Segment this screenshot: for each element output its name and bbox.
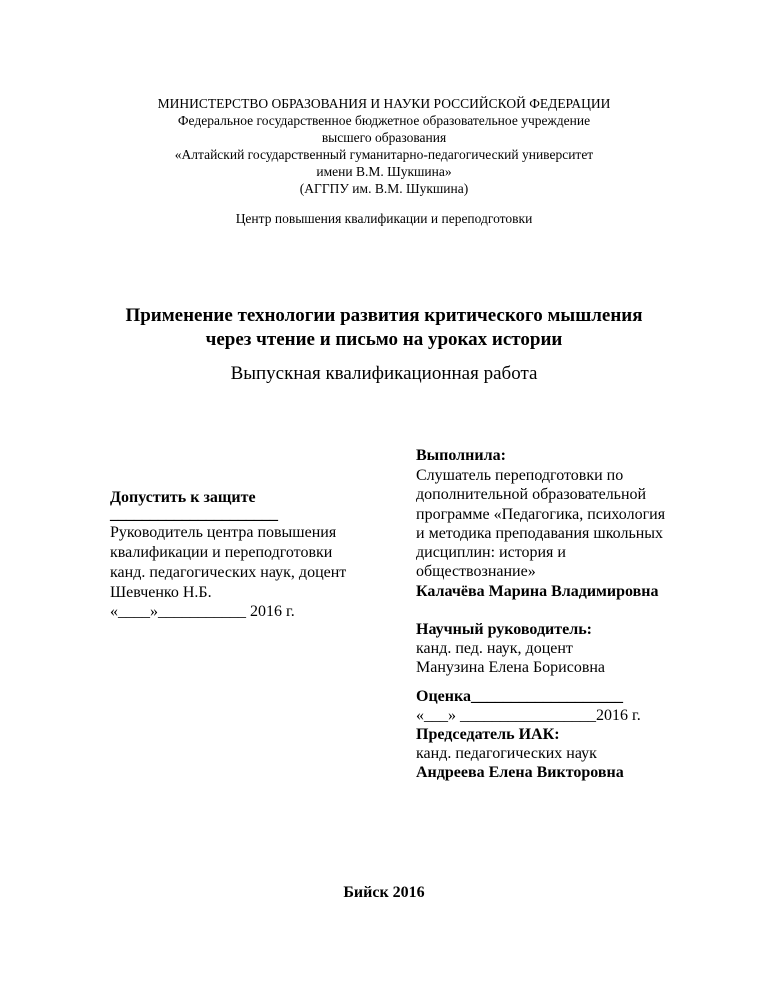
institution-line-1: Федеральное государственное бюджетное образовательное учреждение: [177, 113, 591, 128]
supervisor-degree: канд. пед. наук, доцент: [416, 640, 573, 657]
author-desc-line-4: и методика преподавания школьных: [416, 525, 664, 542]
institution-line-3: «Алтайский государственный гуманитарно-педагогический университет: [174, 147, 594, 162]
approval-date: «____»___________ 2016 г.: [110, 603, 295, 620]
grade-date: «___» _________________2016 г.: [416, 707, 641, 724]
institution-line-4: имени В.М. Шукшина»: [316, 164, 452, 179]
thesis-title-line-1: Применение технологии развития критического мышления: [125, 305, 643, 326]
approval-heading: Допустить к защите: [110, 489, 256, 506]
work-type: Выпускная квалификационная работа: [230, 363, 538, 384]
author-desc-line-3: программе «Педагогика, психология: [416, 506, 666, 523]
institution-abbreviation: (АГГПУ им. В.М. Шукшина): [299, 181, 469, 196]
author-desc-line-2: дополнительной образовательной: [416, 486, 647, 503]
author-desc-line-6: обществознание»: [416, 563, 536, 580]
thesis-title-line-2: через чтение и письмо на уроках истории: [205, 329, 563, 350]
author-name: Калачёва Марина Владимировна: [416, 583, 659, 600]
approval-name: Шевченко Н.Б.: [110, 584, 212, 601]
ministry-name: МИНИСТЕРСТВО ОБРАЗОВАНИЯ И НАУКИ РОССИЙСКОЙ ФЕДЕРАЦИИ: [157, 96, 611, 111]
approval-role-line-2: квалификации и переподготовки: [110, 544, 333, 561]
approval-signature-line: _____________________: [110, 506, 278, 523]
chair-degree: канд. педагогических наук: [416, 745, 597, 762]
approval-role-line-1: Руководитель центра повышения: [110, 524, 337, 541]
author-desc-line-5: дисциплин: история и: [416, 544, 566, 561]
place-and-year: Бийск 2016: [343, 884, 425, 901]
center-name: Центр повышения квалификации и переподготовки: [235, 211, 533, 226]
author-heading: Выполнила:: [416, 447, 506, 464]
supervisor-heading: Научный руководитель:: [416, 621, 592, 638]
supervisor-name: Манузина Елена Борисовна: [416, 659, 606, 676]
chair-name: Андреева Елена Викторовна: [416, 764, 624, 781]
author-desc-line-1: Слушатель переподготовки по: [416, 467, 624, 484]
institution-line-2: высшего образования: [321, 130, 447, 145]
chair-heading: Председатель ИАК:: [416, 726, 560, 743]
grade-label: Оценка___________________: [416, 688, 623, 705]
approval-degree: канд. педагогических наук, доцент: [110, 564, 347, 581]
